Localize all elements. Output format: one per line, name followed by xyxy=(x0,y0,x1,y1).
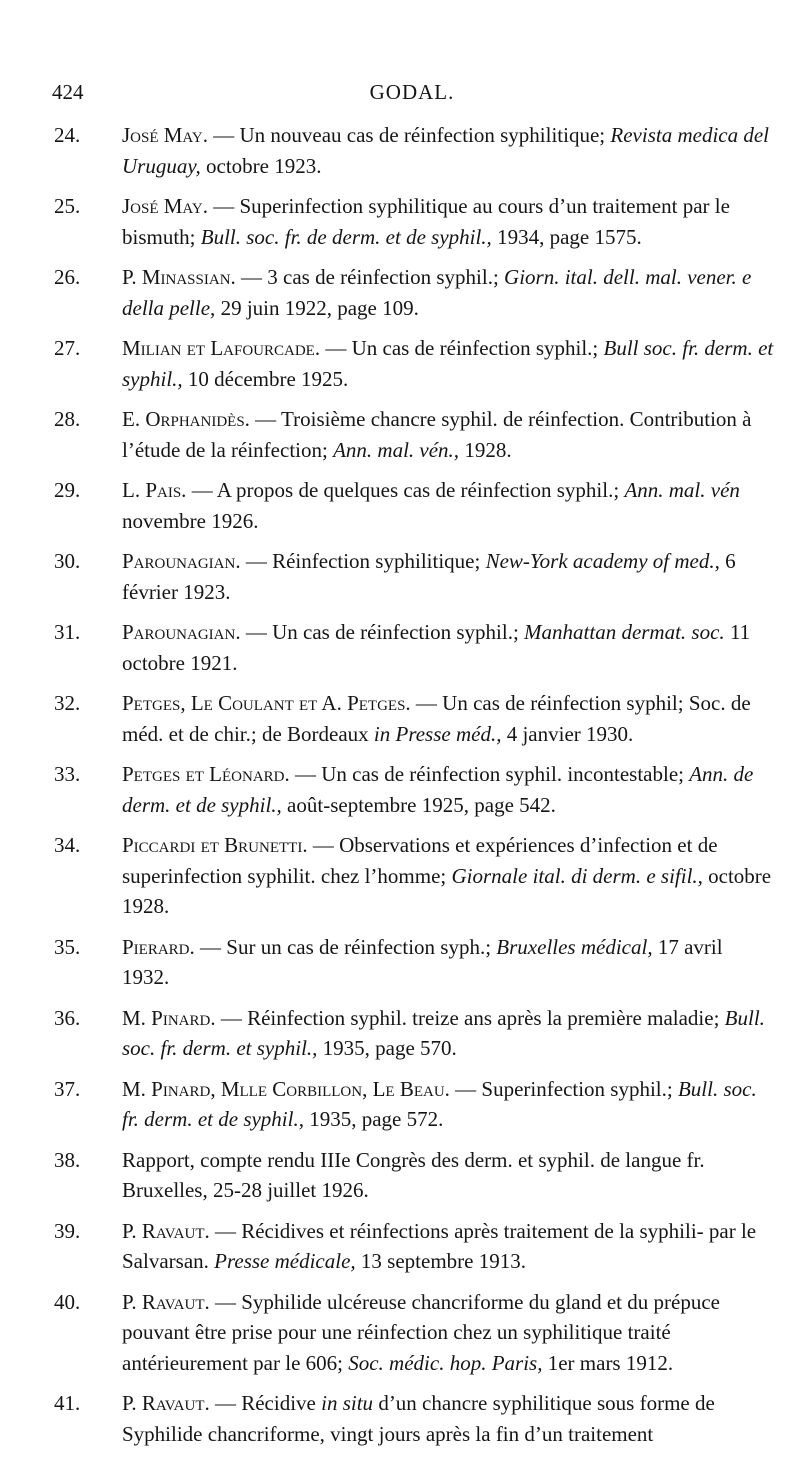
entry-number: 38. xyxy=(54,1147,81,1172)
entry-title: — Syphilide ulcéreuse chancriforme du gland et du prépuce pouvant être prise pour une réinfection chez un syphilitique traité antérieurement par le 606; xyxy=(122,1289,720,1375)
entry-number: 34. xyxy=(54,833,81,857)
bibliography-entry xyxy=(54,546,774,607)
entry-number: 41. xyxy=(54,1391,81,1415)
bibliography-entry xyxy=(54,262,774,323)
entry-author: Parounagian. xyxy=(122,549,241,573)
entry-details: 4 janvier 1930. xyxy=(501,721,634,746)
entry-number: 27. xyxy=(54,336,81,360)
entry-author: Petges et Léonard. xyxy=(122,762,290,786)
entry-author: L. Pais. xyxy=(122,478,187,502)
entry-author: M. Pinard, Mlle Corbillon, Le Beau. xyxy=(122,1076,450,1101)
bibliography-entry xyxy=(54,688,774,749)
entry-author: P. Ravaut. xyxy=(122,1218,210,1243)
entry-author: José May. xyxy=(122,123,208,147)
entry-title: — Un cas de réinfection syphil; Soc. de méd. et de chir.; de Bordeaux xyxy=(122,691,751,746)
entry-details: 6 février 1923. xyxy=(122,549,736,604)
entry-title: — Récidive xyxy=(209,1391,322,1415)
entry-details: 1er mars 1912. xyxy=(542,1350,674,1375)
entry-source: Ann. mal. vén., xyxy=(333,437,460,462)
entry-author: E. Orphanidès. xyxy=(122,407,250,431)
entry-title: — Superinfection syphilitique au cours d’un traitement par le bismuth; xyxy=(122,194,730,249)
entry-title: — Un cas de réinfection syphil.; xyxy=(320,336,604,360)
entry-source: Bruxelles médical, xyxy=(496,934,653,959)
bibliography-entry xyxy=(54,1074,774,1135)
entry-title: — 3 cas de réinfection syphil.; xyxy=(235,265,505,289)
entry-author: M. Pinard. xyxy=(122,1005,216,1030)
entry-details: 11 octobre 1921. xyxy=(122,620,751,675)
bibliography-entry xyxy=(54,830,774,922)
entry-source: Bull. soc. fr. derm. et de syphil., xyxy=(122,1076,757,1131)
entry-number: 39. xyxy=(54,1218,81,1243)
entry-details: novembre 1926. xyxy=(122,508,259,533)
entry-number: 32. xyxy=(54,691,81,715)
entry-source: Bull. soc. fr. de derm. et de syphil., xyxy=(200,224,492,249)
bibliography-entry xyxy=(54,1388,774,1449)
bibliography-entry xyxy=(54,1216,774,1277)
entry-author: Parounagian. xyxy=(122,620,241,644)
entry-source: Manhattan dermat. soc. xyxy=(524,620,725,644)
entry-number: 33. xyxy=(54,762,81,786)
entry-title: — Observations et expériences d’infection et de superinfection syphilit. chez l’homme; xyxy=(122,833,718,888)
entry-number: 37. xyxy=(54,1076,81,1101)
entry-source: Bull. soc. fr. derm. et syphil., xyxy=(122,1005,765,1060)
entry-source: Soc. médic. hop. Paris, xyxy=(348,1350,543,1375)
running-title: GODAL. xyxy=(369,80,455,104)
entry-details: octobre 1928. xyxy=(122,863,772,918)
entry-number: 31. xyxy=(54,620,81,644)
bibliography-entry xyxy=(54,191,774,252)
entry-details: 1935, page 572. xyxy=(303,1107,444,1131)
entry-source: Presse médicale, xyxy=(214,1249,356,1273)
entry-details: 29 juin 1922, page 109. xyxy=(215,295,419,320)
entry-source: Ann. de derm. et de syphil., xyxy=(122,762,754,817)
bibliography-entry xyxy=(54,120,774,181)
entry-details: 1928. xyxy=(459,437,512,462)
bibliography-entry xyxy=(54,1287,774,1379)
bibliography-entry xyxy=(54,1145,774,1206)
bibliography-list xyxy=(0,120,800,1459)
entry-details: octobre 1923. xyxy=(200,153,322,178)
entry-title: — Un nouveau cas de réinfection syphilitique; xyxy=(207,123,611,147)
entry-details: 13 septembre 1913. xyxy=(355,1249,526,1273)
entry-number: 26. xyxy=(54,265,81,289)
entry-number: 25. xyxy=(54,194,81,218)
entry-details: 1934, page 1575. xyxy=(491,224,642,249)
page-number: 424 xyxy=(52,80,84,104)
entry-number: 28. xyxy=(54,407,81,431)
entry-source: Ann. mal. vén xyxy=(624,478,740,502)
entry-source: Revista medica del Uruguay, xyxy=(122,123,769,178)
bibliography-entry xyxy=(54,617,774,678)
entry-title: — A propos de quelques cas de réinfection syphil.; xyxy=(186,478,625,502)
bibliography-entry xyxy=(54,404,774,465)
entry-number: 29. xyxy=(54,478,81,502)
page-header xyxy=(52,80,772,116)
bibliography-entry xyxy=(54,932,774,993)
entry-number: 40. xyxy=(54,1289,81,1314)
entry-author: José May. xyxy=(122,194,208,218)
entry-number: 36. xyxy=(54,1005,81,1030)
entry-title: — Réinfection syphil. treize ans après la première maladie; xyxy=(215,1005,725,1030)
entry-number: 30. xyxy=(54,549,81,573)
entry-author: Piccardi et Brunetti. xyxy=(122,833,308,857)
entry-title: — Un cas de réinfection syphil.; xyxy=(240,620,525,644)
entry-author: Pierard. xyxy=(122,934,195,959)
entry-author: P. Ravaut. xyxy=(122,1289,210,1314)
entry-source: Bull soc. fr. derm. et syphil., xyxy=(122,336,774,391)
bibliography-entry xyxy=(54,475,774,536)
entry-details: 17 avril 1932. xyxy=(122,934,723,989)
entry-title: Rapport, compte rendu IIIe Congrès des derm. et syphil. de langue fr. Bruxelles, 25-28 juillet 1926. xyxy=(122,1147,705,1202)
entry-author: Petges, Le Coulant et A. Petges. xyxy=(122,691,411,715)
entry-number: 35. xyxy=(54,934,81,959)
entry-author: Milian et Lafourcade. xyxy=(122,336,321,360)
entry-title: — Réinfection syphilitique; xyxy=(240,549,486,573)
entry-source: New-York academy of med., xyxy=(485,549,720,573)
entry-author: P. Ravaut. xyxy=(122,1391,210,1415)
entry-details: 10 décembre 1925. xyxy=(182,366,349,391)
entry-title: — Récidives et réinfections après traitement de la syphili- par le Salvarsan. xyxy=(122,1218,757,1273)
bibliography-entry xyxy=(54,759,774,820)
entry-title: — Superinfection syphil.; xyxy=(449,1076,678,1101)
entry-details: d’un chancre syphilitique sous forme de Syphilide chancriforme, vingt jours après la fin d’un traitement xyxy=(122,1391,715,1446)
entry-source: in situ xyxy=(321,1391,374,1415)
entry-source: Giornale ital. di derm. e sifil., xyxy=(451,863,703,888)
bibliography-entry xyxy=(54,1003,774,1064)
entry-author: P. Minassian. xyxy=(122,265,236,289)
entry-number: 24. xyxy=(54,123,81,147)
entry-title: — Sur un cas de réinfection syph.; xyxy=(194,934,497,959)
entry-title: — Un cas de réinfection syphil. incontestable; xyxy=(289,762,690,786)
entry-title: — Troisième chancre syphil. de réinfection. Contribution à l’étude de la réinfection; xyxy=(122,407,752,462)
bibliography-entry xyxy=(54,333,774,394)
entry-details: août-septembre 1925, page 542. xyxy=(281,792,556,817)
entry-source: Giorn. ital. dell. mal. vener. e della pelle, xyxy=(122,265,752,320)
entry-source: in Presse méd., xyxy=(373,721,502,746)
entry-details: 1935, page 570. xyxy=(317,1036,457,1060)
